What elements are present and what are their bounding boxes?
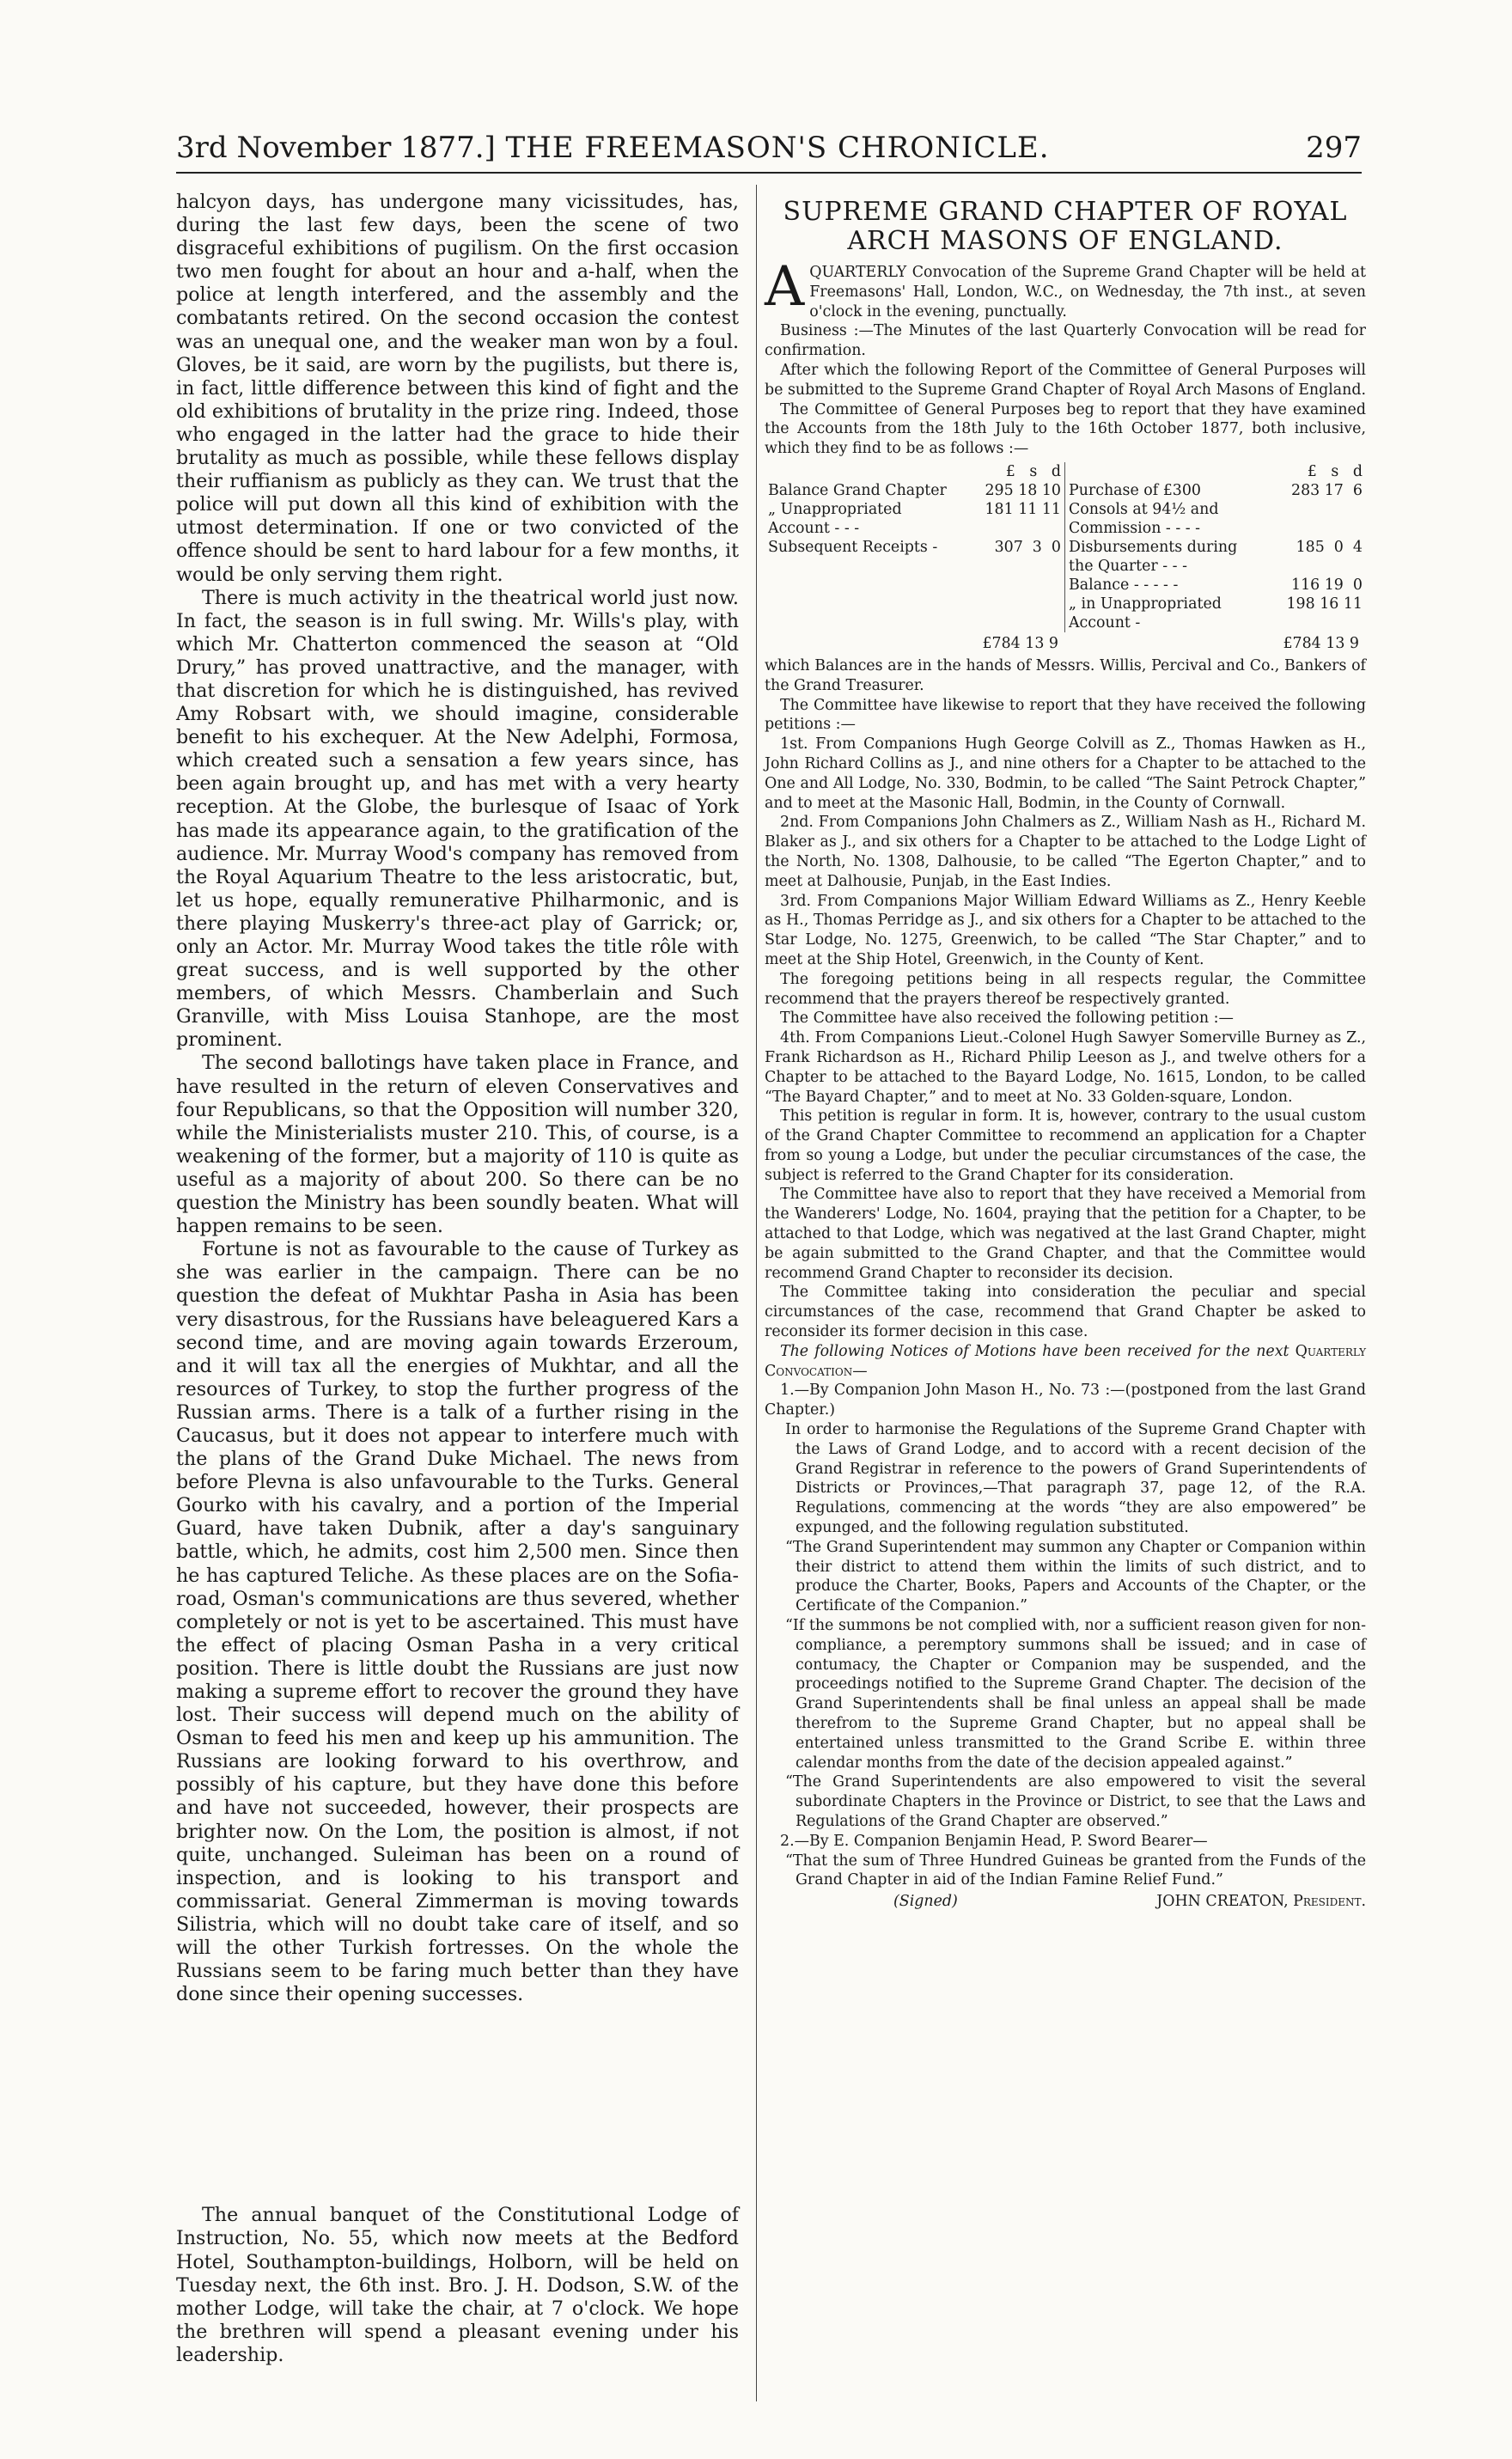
right-column — [765, 191, 1366, 1912]
balances-paragraph: which Balances are in the hands of Messrs. Willis, Percival and Co., Bankers of the Grand Treasurer. — [765, 656, 1366, 694]
accounts-table — [765, 462, 1366, 632]
notices-paragraph: The following Notices of Motions have been received for the next Quarterly Convocation— — [765, 1342, 1366, 1380]
account-row: Subsequent Receipts - 307 3 0 — [768, 538, 1061, 556]
header-date: 3rd November 1877.] — [176, 131, 496, 165]
signatory: JOHN CREATON, President. — [1156, 1893, 1366, 1911]
currency-header-left: £ s d — [1005, 462, 1061, 480]
account-totals — [765, 634, 1366, 653]
accounts-receipts — [765, 462, 1065, 632]
motion-1: 1.—By Companion John Mason H., No. 73 :—(postponed from the last Grand Chapter.) — [765, 1382, 1366, 1419]
committee-paragraph: The Committee of General Purposes beg to report that they have examined the Accounts from the 18th July to the 16th October 1877, both inclusive, which they find to be as follows :— — [765, 400, 1366, 458]
header-title: THE FREEMASON'S CHRONICLE. — [505, 131, 1050, 165]
account-row: Balance Grand Chapter 295 18 10 — [768, 481, 1061, 499]
contrary-paragraph: This petition is regular in form. It is, however, contrary to the usual custom of the Grand Chapter Committee to recommend an application for a Chapter from so young a Lodge, but under the peculiar circumstances of the case, the subject is referred to the Grand Chapter for its consideration. — [765, 1107, 1366, 1184]
total-right: £784 13 9 — [1283, 634, 1359, 652]
taking-paragraph: The Committee taking into consideration the peculiar and special circumstances of the case, recommend that Grand Chapter be asked to reconsider its former decision in this case. — [765, 1284, 1366, 1341]
signed-label: (Signed) — [893, 1893, 958, 1911]
regular-paragraph: The foregoing petitions being in all respects regular, the Committee recommend that the prayers thereof be respectively granted. — [765, 970, 1366, 1008]
motion-1-quote-1: “The Grand Superintendent may summon any Chapter or Companion within their district to attend them within the limits of such district, and to produce the Charter, Books, Papers and Accounts of the Chapter, or the Certificate of the Companion.” — [785, 1538, 1366, 1615]
petition-3: 3rd. From Companions Major William Edward Williams as Z., Henry Keeble as H., Thomas Perridge as J., and six others for a Chapter to be attached to the Star Lodge, No. 1275, Greenwich, to be called “The Star Chapter,” and to meet at the Ship Hotel, Greenwich, in the County of Kent. — [765, 892, 1366, 968]
article-paragraph-theatre: There is much activity in the theatrical world just now. In fact, the season is in full swing. Mr. Wills's play, with which Mr. Chatterton commenced the season at “Old Drury,” has proved unattractive, and the manager, with that discretion for which he is distinguished, has revived Amy Robsart with, we should imagine, considerable benefit to his exchequer. At the New Adelphi, Formosa, which created such a sensation a few years since, has been again brought up, and has met with a very hearty reception. At the Globe, the burlesque of Isaac of York has made its appearance again, to the gratification of the audience. Mr. Murray Wood's company has removed from the Royal Aquarium Theatre to the less aristocratic, but, let us hope, equally remunerative Philharmonic, and is there playing Muskerry's three-act play of Garrick; or, only an Actor. Mr. Murray Wood takes the title rôle with great success, and is well supported by the other members, of which Messrs. Chamberlain and Such Granville, with Miss Louisa Stanhope, are the most prominent. — [176, 586, 739, 1052]
petitions-intro: The Committee have likewise to report that they have received the following petitions :— — [765, 696, 1366, 734]
total-left: £784 13 9 — [982, 634, 1058, 652]
article-title: SUPREME GRAND CHAPTER OF ROYAL ARCH MASONS OF ENGLAND. — [783, 197, 1348, 256]
currency-header-right: £ s d — [1307, 462, 1363, 480]
business-paragraph: Business :—The Minutes of the last Quarterly Convocation will be read for confirmation. — [765, 322, 1366, 360]
drop-cap: A — [765, 255, 805, 319]
petition-2: 2nd. From Companions John Chalmers as Z., William Nash as H., Richard M. Blaker as J., and six others for a Chapter to be attached to the Lodge Light of the North, No. 1308, Dalhousie, to be called “The Egerton Chapter,” and to meet at Dalhousie, Punjab, in the East Indies. — [765, 814, 1366, 890]
memorial-paragraph: The Committee have also to report that they have received a Memorial from the Wanderers' Lodge, No. 1604, praying that the petition for a Chapter, to be attached to that Lodge, which was negatived at the last Grand Chapter, might be again submitted to the Grand Chapter, and that the Committee would recommend Grand Chapter to reconsider its decision. — [765, 1186, 1366, 1282]
article-paragraph-turkey: Fortune is not as favourable to the cause of Turkey as she was earlier in the campaign. There can be no question the defeat of Mukhtar Pasha in Asia has been very disastrous, for the Russians have beleaguered Kars a second time, and are moving again towards Erzeroum, and it will tax all the energies of Mukhtar, and all the resources of Turkey, to stop the further progress of the Russian arms. There is a talk of a further rising in the Caucasus, but it does not appear to interfere much with the plans of the Grand Duke Michael. The news from before Plevna is also unfavourable to the Turks. General Gourko with his cavalry, and a portion of the Imperial Guard, have taken Dubnik, after a day's sanguinary battle, which, he admits, cost him 2,500 men. Since then he has captured Teliche. As these places are on the Sofia-road, Osman's communications are thus severed, whether completely or not is yet to be ascertained. This must have the effect of placing Osman Pasha in a very critical position. There is little doubt the Russians are just now making a supreme effort to recover the ground they have lost. Their success will depend much on the ability of Osman to feed his men and keep up his ammunition. The Russians are looking forward to his overthrow, and possibly of his capture, but they have done this before and have not succeeded, however, their prospects are brighter now. On the Lom, the position is almost, if not quite, unchanged. Suleiman has been on a round of inspection, and is looking to his transport and commissariat. General Zimmerman is moving towards Silistria, which will no doubt take care of itself, and so will the other Turkish fortresses. On the whole the Russians seem to be faring much better than they have done since their opening successes. — [176, 1238, 739, 2006]
motion-1-text: In order to harmonise the Regulations of the Supreme Grand Chapter with the Laws of Grand Lodge, and to accord with a recent decision of the Grand Registrar in reference to the powers of Grand Superintendents of Districts or Provinces,—That paragraph 37, page 12, of the R.A. Regulations, commencing at the words “they are also empowered” be expunged, and the following regulation substituted. — [785, 1421, 1366, 1537]
also-paragraph: The Committee have also received the following petition :— — [780, 1010, 1234, 1028]
account-row: Purchase of £300 Consols at 94½ and Commission - - - - 283 17 6 — [1069, 481, 1363, 537]
accounts-payments — [1065, 462, 1366, 632]
motion-1-quote-3: “The Grand Superintendents are also empowered to visit the several subordinate Chapters in the Province or District, to see that the Laws and Regulations of the Grand Chapter are observed.” — [785, 1773, 1366, 1830]
motion-2: 2.—By E. Companion Benjamin Head, P. Sword Bearer— — [780, 1832, 1208, 1850]
column-divider — [756, 185, 757, 2401]
account-row: Disbursements during the Quarter - - - 185 0 4 — [1069, 538, 1363, 575]
left-column — [176, 191, 739, 2367]
article-paragraph-france: The second ballotings have taken place in France, and have resulted in the return of eleven Conservatives and four Republicans, so that the Opposition will number 320, while the Ministerialists muster 210. This, of course, is a weakening of the former, but a majority of 110 is quite as useful as a majority of about 200. So there can be no question the Ministry has been soundly beaten. What will happen remains to be seen. — [176, 1052, 739, 1238]
petition-1: 1st. From Companions Hugh George Colvill as Z., Thomas Hawken as H., John Richard Collins as J., and nine others for a Chapter to be attached to the One and All Lodge, No. 330, Bodmin, to be called “The Saint Petrock Chapter,” and to meet at the Masonic Hall, Bodmin, in the County of Cornwall. — [765, 735, 1366, 812]
intro-paragraph: AQUARTERLY Convocation of the Supreme Grand Chapter will be held at Freemasons' Hall, London, W.C., on Wednesday, the 7th inst., at seven o'clock in the evening, punctually. — [765, 255, 1366, 320]
account-row: „ in Unappropriated Account - 198 16 11 — [1069, 595, 1363, 632]
page-number: 297 — [1306, 131, 1362, 165]
motion-1-quote-2: “If the summons be not complied with, nor a sufficient reason given for non-compliance, a peremptory summons shall be issued; and in case of contumacy, the Chapter or Companion may be suspended, and the proceedings notified to the Supreme Grand Chapter. The decision of the Grand Superintendents shall be final unless an appeal shall be made therefrom to the Supreme Grand Chapter, but no appeal shall be entertained unless transmitted to the Grand Scribe E. within three calendar months from the date of the decision appealed against.” — [785, 1617, 1366, 1772]
after-paragraph: After which the following Report of the Committee of General Purposes will be submitted to the Supreme Grand Chapter of Royal Arch Masons of England. — [765, 361, 1367, 399]
page-header — [176, 129, 1362, 174]
account-row: Balance - - - - - 116 19 0 — [1069, 576, 1363, 594]
article-paragraph-banquet: The annual banquet of the Constitutional Lodge of Instruction, No. 55, which now meets at the Bedford Hotel, Southampton-buildings, Holborn, will be held on Tuesday next, the 6th inst. Bro. J. H. Dodson, S.W. of the mother Lodge, will take the chair, at 7 o'clock. We hope the brethren will spend a pleasant evening under his leadership. — [176, 2204, 739, 2366]
account-row: „ Unappropriated Account - - - 181 11 11 — [768, 500, 1061, 537]
signature-line — [765, 1892, 1366, 1912]
motion-2-text: “That the sum of Three Hundred Guineas be granted from the Funds of the Grand Chapter in aid of the Indian Famine Relief Fund.” — [785, 1852, 1366, 1889]
article-paragraph-pugilism: halcyon days, has undergone many vicissitudes, has, during the last few days, been the scene of two disgraceful exhibitions of pugilism. On the first occasion two men fought for about an hour and a-half, when the police at length interfered, and the assembly and the combatants retired. On the second occasion the contest was an unequal one, and the weaker man won by a foul. Gloves, be it said, are worn by the pugilists, but there is, in fact, little difference between this kind of fight and the old exhibitions of brutality in the prize ring. Indeed, those who engaged in the latter had the grace to hide their brutality as much as possible, while these fellows display their ruffianism as publicly as they can. We trust that the police will put down all this kind of exhibition with the utmost determination. If one or two convicted of the offence should be sent to hard labour for a few months, it would be only serving them right. — [176, 191, 739, 586]
petition-4: 4th. From Companions Lieut.-Colonel Hugh Sawyer Somerville Burney as Z., Frank Richardson as H., Richard Philip Leeson as J., and twelve others for a Chapter to be attached to the Bayard Lodge, No. 1615, London, to be called “The Bayard Chapter,” and to meet at No. 33 Golden-square, London. — [765, 1029, 1366, 1106]
